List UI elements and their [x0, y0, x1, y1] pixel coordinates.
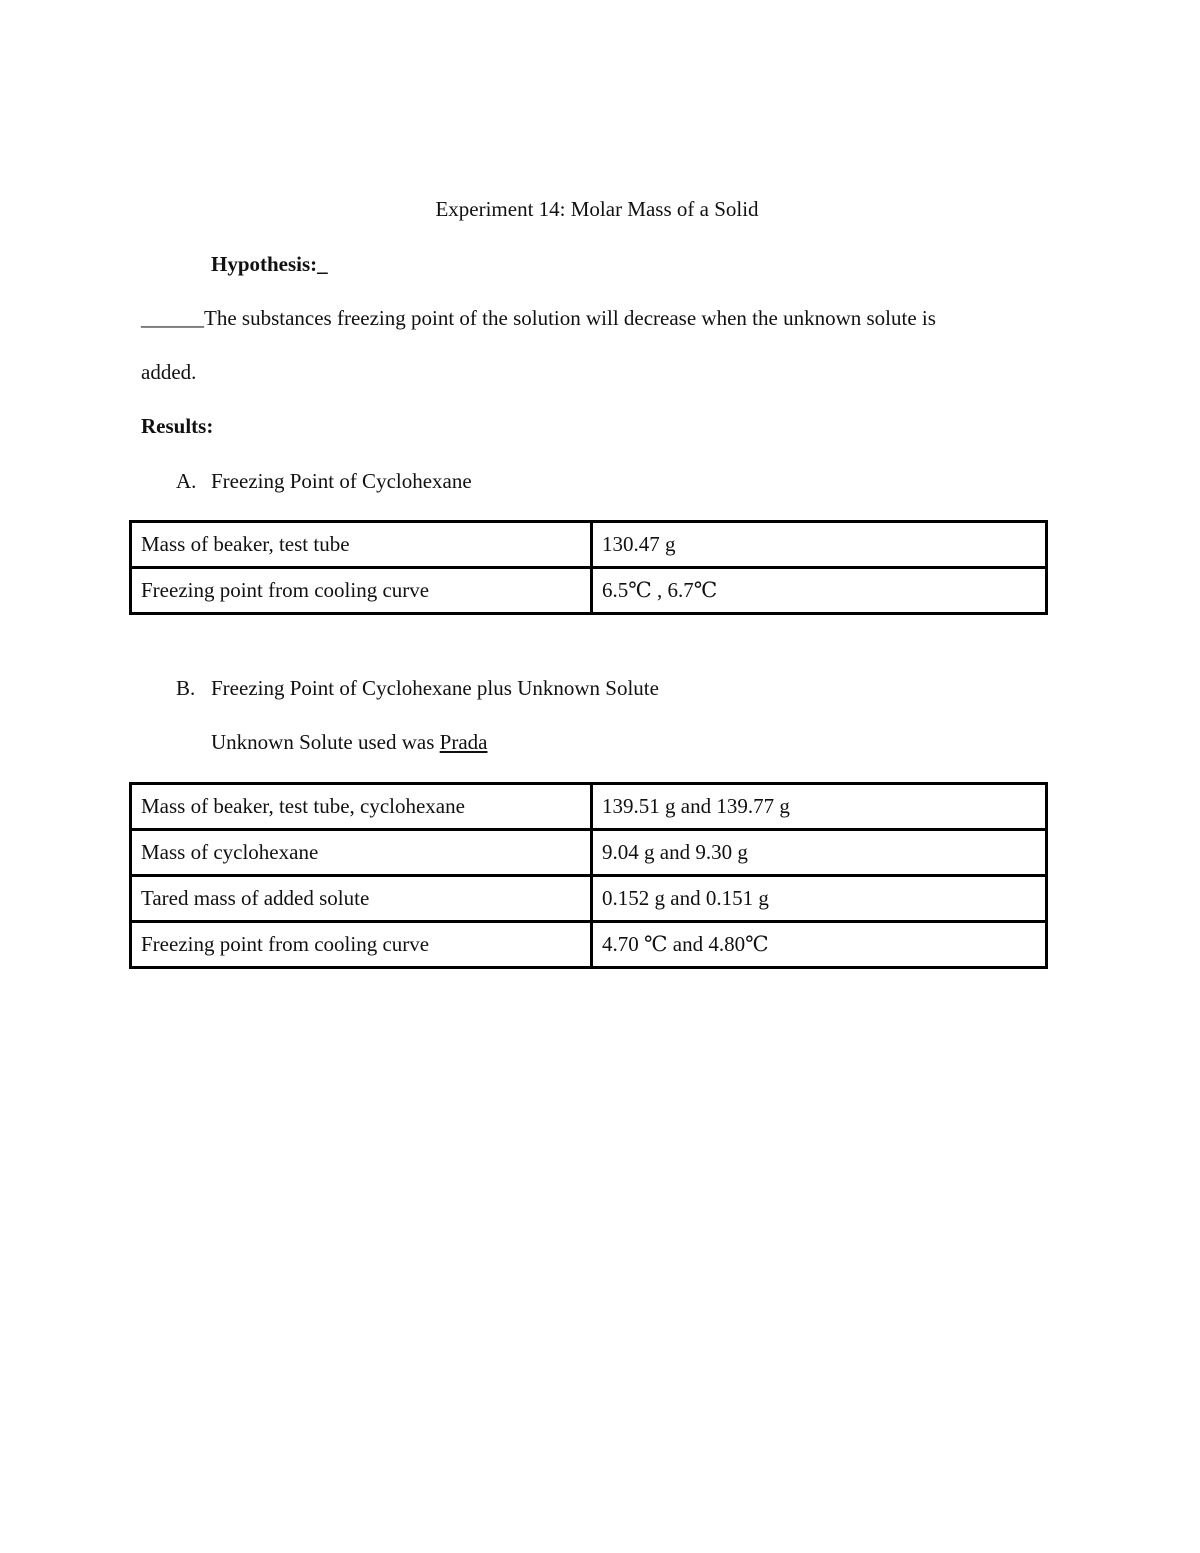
table-cell-label: Mass of cyclohexane [131, 830, 592, 876]
hypothesis-label: Hypothesis:_ [211, 252, 328, 276]
table-row [131, 522, 1047, 568]
table-cell-value: 130.47 g [592, 522, 1047, 568]
unknown-solute-prefix: Unknown Solute used was [211, 730, 440, 754]
table-cell-value: 139.51 g and 139.77 g [592, 784, 1047, 830]
hypothesis-blank: ______ [141, 306, 204, 330]
document-title: Experiment 14: Molar Mass of a Solid [435, 197, 759, 221]
table-cell-label: Freezing point from cooling curve [131, 568, 592, 614]
section-b-heading: Freezing Point of Cyclohexane plus Unknown Solute [211, 676, 659, 700]
table-cell-value: 4.70 ℃ and 4.80℃ [592, 922, 1047, 968]
table-cell-value: 9.04 g and 9.30 g [592, 830, 1047, 876]
table-freezing-point-cyclohexane [129, 520, 1048, 615]
hypothesis-line-1 [141, 306, 936, 331]
table-row [131, 568, 1047, 614]
table-cell-label: Mass of beaker, test tube, cyclohexane [131, 784, 592, 830]
table-cell-label: Mass of beaker, test tube [131, 522, 592, 568]
table-cell-label: Freezing point from cooling curve [131, 922, 592, 968]
table-cell-value: 0.152 g and 0.151 g [592, 876, 1047, 922]
section-a-heading: Freezing Point of Cyclohexane [211, 469, 472, 493]
hypothesis-line-2: added. [141, 360, 197, 384]
section-a-marker: A. [176, 469, 197, 493]
table-freezing-point-with-solute [129, 782, 1048, 969]
table-row [131, 876, 1047, 922]
results-label: Results: [141, 414, 214, 438]
table-row [131, 784, 1047, 830]
table-row [131, 922, 1047, 968]
table-cell-value: 6.5℃ , 6.7℃ [592, 568, 1047, 614]
hypothesis-text: The substances freezing point of the solution will decrease when the unknown solute is [204, 306, 936, 330]
unknown-solute-name: Prada [439, 730, 488, 754]
table-row [131, 830, 1047, 876]
unknown-solute-line [211, 730, 487, 755]
table-cell-label: Tared mass of added solute [131, 876, 592, 922]
section-b-marker: B. [176, 676, 196, 700]
